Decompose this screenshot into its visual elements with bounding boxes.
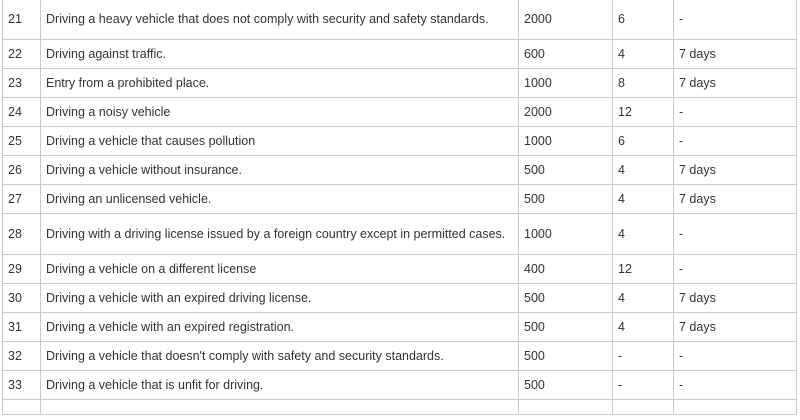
penalty-points: - — [613, 371, 674, 400]
impound-days: 7 days — [674, 185, 797, 214]
impound-days: 7 days — [674, 40, 797, 69]
penalty-points: 4 — [613, 185, 674, 214]
row-number: 27 — [3, 185, 41, 214]
penalty-points: 12 — [613, 255, 674, 284]
row-number: 26 — [3, 156, 41, 185]
violation-description: Driving a vehicle with an expired registration. — [41, 313, 519, 342]
impound-days: 7 days — [674, 156, 797, 185]
table-row — [3, 284, 797, 313]
violation-description: Driving against traffic. — [41, 40, 519, 69]
row-number: 24 — [3, 98, 41, 127]
impound-days: - — [674, 98, 797, 127]
table-row — [3, 255, 797, 284]
table-row — [3, 371, 797, 400]
penalty-points: 6 — [613, 0, 674, 40]
fine-amount: 2000 — [519, 98, 613, 127]
impound-days: - — [674, 255, 797, 284]
fine-amount: 1000 — [519, 127, 613, 156]
penalty-points: 4 — [613, 156, 674, 185]
violation-description: Driving with a driving license issued by a foreign country except in permitted cases. — [41, 214, 519, 255]
violation-description: Driving a heavy vehicle that does not comply with security and safety standards. — [41, 0, 519, 40]
table-row — [3, 0, 797, 40]
violation-description: Driving an unlicensed vehicle. — [41, 185, 519, 214]
violation-description: Driving a noisy vehicle — [41, 98, 519, 127]
fine-amount: 1000 — [519, 214, 613, 255]
row-number: 21 — [3, 0, 41, 40]
fine-amount: 500 — [519, 156, 613, 185]
penalty-points: 4 — [613, 40, 674, 69]
row-number: 29 — [3, 255, 41, 284]
impound-days: - — [674, 214, 797, 255]
impound-days: - — [674, 371, 797, 400]
fine-amount: 2000 — [519, 0, 613, 40]
table-row — [3, 185, 797, 214]
row-number: 28 — [3, 214, 41, 255]
row-number: 33 — [3, 371, 41, 400]
fine-amount: 500 — [519, 371, 613, 400]
row-number: 22 — [3, 40, 41, 69]
impound-days: - — [674, 0, 797, 40]
fine-amount: 400 — [519, 255, 613, 284]
penalty-points: 6 — [613, 127, 674, 156]
empty-cell — [674, 400, 797, 415]
fine-amount: 500 — [519, 342, 613, 371]
impound-days: 7 days — [674, 284, 797, 313]
fine-amount: 500 — [519, 284, 613, 313]
violation-description: Driving a vehicle that causes pollution — [41, 127, 519, 156]
fine-amount: 600 — [519, 40, 613, 69]
fine-amount: 500 — [519, 313, 613, 342]
row-number: 32 — [3, 342, 41, 371]
row-number: 31 — [3, 313, 41, 342]
table-row — [3, 342, 797, 371]
violation-description: Driving a vehicle with an expired driving license. — [41, 284, 519, 313]
table-row — [3, 156, 797, 185]
table-row — [3, 98, 797, 127]
penalty-points: 4 — [613, 214, 674, 255]
fine-amount: 500 — [519, 185, 613, 214]
violation-description: Driving a vehicle on a different license — [41, 255, 519, 284]
violation-description: Driving a vehicle that is unfit for driving. — [41, 371, 519, 400]
row-number: 30 — [3, 284, 41, 313]
table-row-partial — [3, 400, 797, 415]
table-row — [3, 313, 797, 342]
impound-days: 7 days — [674, 313, 797, 342]
penalty-points: - — [613, 342, 674, 371]
penalty-points: 4 — [613, 284, 674, 313]
penalty-points: 4 — [613, 313, 674, 342]
empty-cell — [41, 400, 519, 415]
violation-description: Driving a vehicle that doesn't comply with safety and security standards. — [41, 342, 519, 371]
row-number: 25 — [3, 127, 41, 156]
empty-cell — [613, 400, 674, 415]
table-row — [3, 69, 797, 98]
violation-description: Entry from a prohibited place. — [41, 69, 519, 98]
fine-amount: 1000 — [519, 69, 613, 98]
violations-table-body — [3, 0, 797, 415]
violations-table — [2, 0, 797, 415]
table-row — [3, 214, 797, 255]
impound-days: 7 days — [674, 69, 797, 98]
violation-description: Driving a vehicle without insurance. — [41, 156, 519, 185]
empty-cell — [519, 400, 613, 415]
table-row — [3, 127, 797, 156]
impound-days: - — [674, 342, 797, 371]
empty-cell — [3, 400, 41, 415]
penalty-points: 12 — [613, 98, 674, 127]
penalty-points: 8 — [613, 69, 674, 98]
impound-days: - — [674, 127, 797, 156]
table-row — [3, 40, 797, 69]
row-number: 23 — [3, 69, 41, 98]
